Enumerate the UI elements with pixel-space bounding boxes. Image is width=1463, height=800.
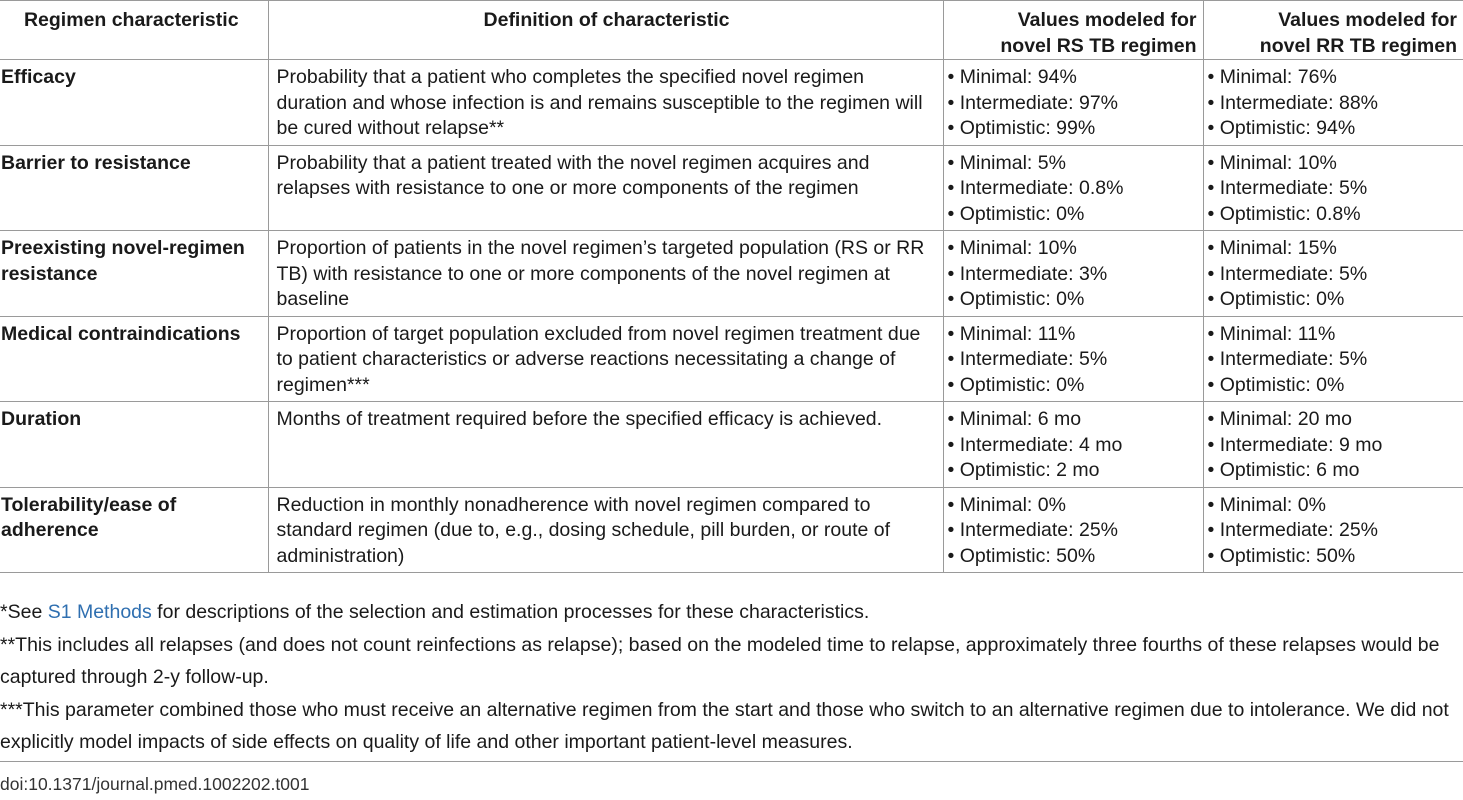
- header-rr-values: [1203, 1, 1463, 60]
- row-name: Efficacy: [1, 66, 76, 89]
- value-item: • Intermediate: 5%: [1207, 262, 1368, 285]
- row-definition: Proportion of target population excluded from novel regimen treatment due to patient characteristics or adverse reactions necessitating a change of regimen***: [268, 316, 943, 402]
- footnote-3: ***This parameter combined those who must receive an alternative regimen from the start and those who switch to an alternative regimen due to intolerance. We did not explicitly model impacts of side effects on quality of life and other important patient-level measures.: [0, 698, 1449, 753]
- table-header-row: [0, 1, 1463, 60]
- row-rs-values: [943, 145, 1203, 231]
- row-name: Preexisting novel-regimen resistance: [1, 237, 245, 285]
- value-item: • Minimal: 0%: [1207, 493, 1326, 516]
- value-item: • Optimistic: 0%: [947, 373, 1085, 396]
- value-item: • Optimistic: 99%: [947, 117, 1096, 140]
- row-rs-values: [943, 316, 1203, 402]
- value-item: • Optimistic: 50%: [1207, 544, 1356, 567]
- header-definition: Definition of characteristic: [268, 1, 943, 60]
- table-row: [0, 316, 1463, 402]
- value-item: • Minimal: 6 mo: [947, 408, 1082, 431]
- table-row: [0, 402, 1463, 488]
- value-item: • Minimal: 10%: [1207, 151, 1337, 174]
- row-rr-values: [1203, 145, 1463, 231]
- row-definition: Months of treatment required before the specified efficacy is achieved.: [268, 402, 943, 488]
- value-item: • Optimistic: 0%: [1207, 373, 1345, 396]
- value-item: • Minimal: 11%: [1207, 322, 1336, 345]
- table-row: [0, 487, 1463, 573]
- value-item: • Intermediate: 0.8%: [947, 177, 1124, 200]
- table-row: [0, 145, 1463, 231]
- value-item: • Minimal: 11%: [947, 322, 1076, 345]
- row-rs-values: [943, 487, 1203, 573]
- table-row: [0, 231, 1463, 317]
- value-item: • Minimal: 5%: [947, 151, 1066, 174]
- value-item: • Intermediate: 25%: [947, 519, 1119, 542]
- value-item: • Intermediate: 9 mo: [1207, 433, 1383, 456]
- header-rs-values: [943, 1, 1203, 60]
- s1-methods-link[interactable]: S1 Methods: [47, 601, 152, 623]
- value-item: • Intermediate: 4 mo: [947, 433, 1123, 456]
- row-rr-values: [1203, 402, 1463, 488]
- value-item: • Optimistic: 50%: [947, 544, 1096, 567]
- value-item: • Optimistic: 2 mo: [947, 459, 1100, 482]
- footnote-1: [0, 596, 1460, 629]
- value-item: • Intermediate: 97%: [947, 91, 1119, 114]
- value-item: • Optimistic: 94%: [1207, 117, 1356, 140]
- row-name: Barrier to resistance: [1, 151, 191, 174]
- value-item: • Intermediate: 5%: [1207, 177, 1368, 200]
- header-rr-line1: Values modeled for: [1278, 9, 1457, 31]
- row-definition: Proportion of patients in the novel regimen’s targeted population (RS or RR TB) with resistance to one or more components of the novel regimen at baseline: [268, 231, 943, 317]
- value-item: • Minimal: 94%: [947, 66, 1077, 89]
- doi-label: doi:10.1371/journal.pmed.1002202.t001: [0, 774, 310, 794]
- footnote-1-suffix: for descriptions of the selection and estimation processes for these characteristics.: [151, 601, 870, 623]
- value-item: • Intermediate: 5%: [947, 348, 1108, 371]
- footnote-1-prefix: *See: [0, 601, 48, 623]
- row-name: Medical contraindications: [1, 322, 241, 345]
- value-item: • Minimal: 20 mo: [1207, 408, 1352, 431]
- value-item: • Minimal: 76%: [1207, 66, 1337, 89]
- row-name: Tolerability/ease of adherence: [1, 493, 177, 542]
- value-item: • Intermediate: 3%: [947, 262, 1108, 285]
- footnote-2: **This includes all relapses (and does not count reinfections as relapse); based on the modeled time to relapse, approximately three fourths of these relapses would be captured through 2-y follow-up.: [0, 633, 1440, 688]
- value-item: • Intermediate: 25%: [1207, 519, 1379, 542]
- value-item: • Optimistic: 6 mo: [1207, 459, 1360, 482]
- value-item: • Optimistic: 0%: [1207, 288, 1345, 311]
- row-name: Duration: [1, 408, 82, 431]
- row-definition: Probability that a patient who completes the specified novel regimen duration and whose infection is and remains susceptible to the regimen will be cured without relapse**: [268, 60, 943, 146]
- row-definition: Probability that a patient treated with the novel regimen acquires and relapses with resistance to one or more components of the regimen: [268, 145, 943, 231]
- header-rs-line1: Values modeled for: [1017, 9, 1197, 31]
- row-rr-values: [1203, 487, 1463, 573]
- header-rs-line2: novel RS TB regimen: [1000, 34, 1197, 57]
- row-rs-values: [943, 231, 1203, 317]
- table-row: [0, 60, 1463, 146]
- row-rs-values: [943, 60, 1203, 146]
- header-characteristic: Regimen characteristic: [23, 9, 239, 31]
- value-item: • Intermediate: 88%: [1207, 91, 1379, 114]
- header-rr-line2: novel RR TB regimen: [1259, 34, 1457, 57]
- row-rr-values: [1203, 60, 1463, 146]
- value-item: • Intermediate: 5%: [1207, 348, 1368, 371]
- value-item: • Minimal: 15%: [1207, 237, 1337, 260]
- value-item: • Optimistic: 0%: [947, 288, 1085, 311]
- row-rs-values: [943, 402, 1203, 488]
- row-rr-values: [1203, 231, 1463, 317]
- row-definition: Reduction in monthly nonadherence with novel regimen compared to standard regimen (due to, e.g., dosing schedule, pill burden, or route of administration): [268, 487, 943, 573]
- value-item: • Optimistic: 0.8%: [1207, 202, 1361, 225]
- row-rr-values: [1203, 316, 1463, 402]
- value-item: • Optimistic: 0%: [947, 202, 1085, 225]
- value-item: • Minimal: 0%: [947, 493, 1066, 516]
- divider-line: [0, 761, 1463, 762]
- value-item: • Minimal: 10%: [947, 237, 1077, 260]
- table-footnotes: [0, 596, 1460, 759]
